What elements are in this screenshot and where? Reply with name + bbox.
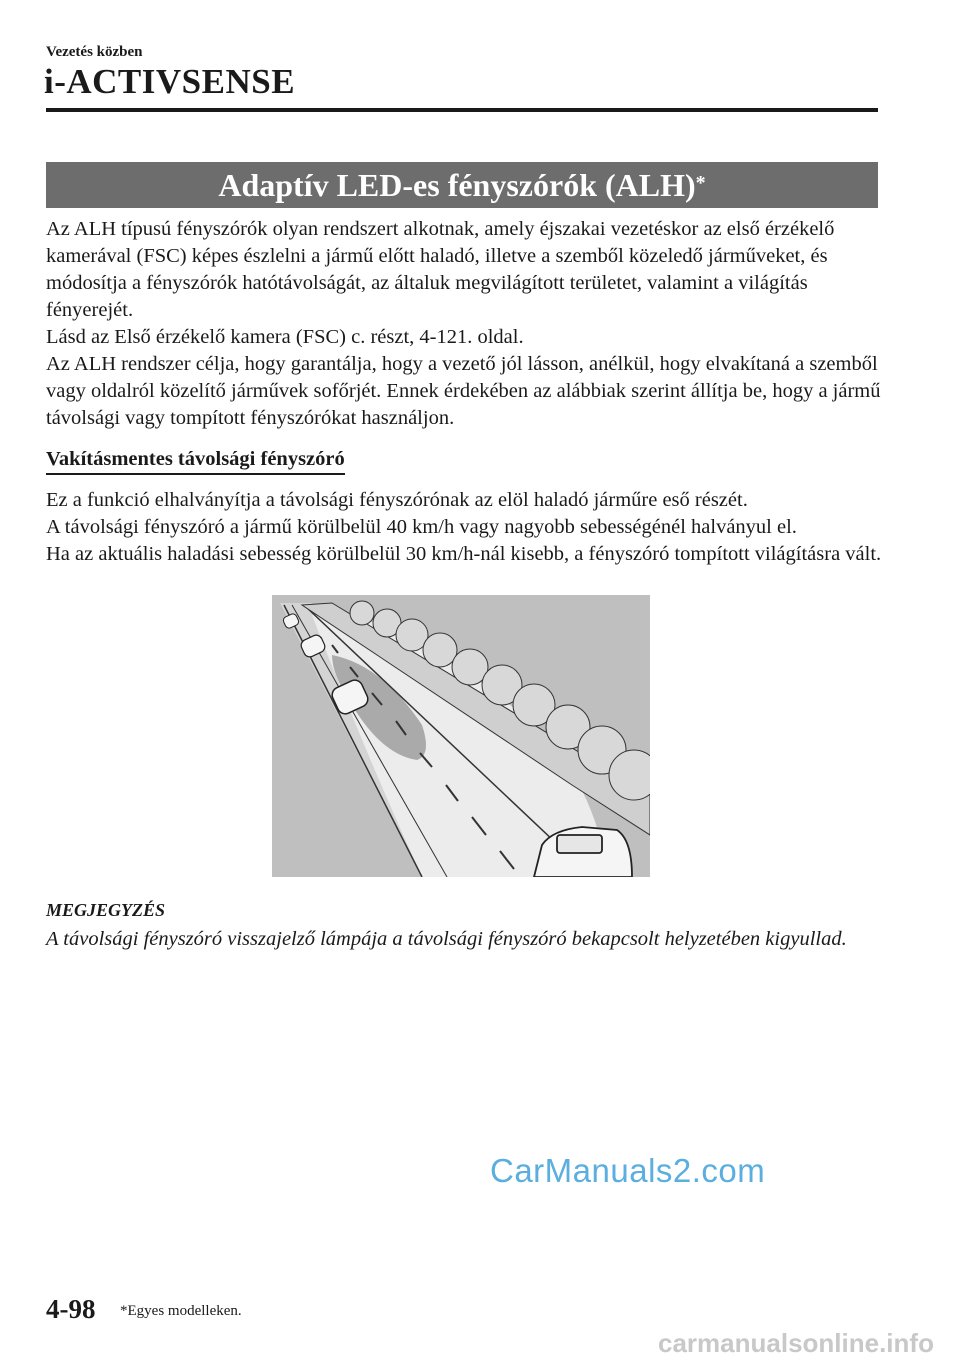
note-text: A távolsági fényszóró visszajelző lámpája a távolsági fényszóró bekapcsolt helyzetében kigyullad. xyxy=(46,928,847,950)
intro-text xyxy=(46,216,886,432)
watermark-primary[interactable]: CarManuals2.com xyxy=(490,1152,766,1189)
headlight-illustration xyxy=(272,595,650,877)
footnote: *Egyes modelleken. xyxy=(120,1303,242,1319)
page-title: Adaptív LED-es fényszórók (ALH) xyxy=(218,166,696,203)
intro-paragraph: Az ALH típusú fényszórók olyan rendszert alkotnak, amely éjszakai vezetéskor az első érzékelő kamerával (FSC) képes észlelni a jármű előtt haladó, illetve a szemből közeledő járműveket, és módosítja a fényszórók hatótávolságát, az általuk megvilágított területet, valamint a világítás fényerejét. xyxy=(46,218,835,321)
intro-paragraph: Az ALH rendszer célja, hogy garantálja, hogy a vezető jól lásson, anélkül, hogy elvakítaná a szemből vagy oldalról közelítő járművek sofőrjét. Ennek érdekében az alábbiak szerint állítja be, hogy a jármű távolsági vagy tompított fényszórókat használjon. xyxy=(46,353,881,429)
body-paragraph: A távolsági fényszóró a jármű körülbelül 40 km/h vagy nagyobb sebességénél halványul el. xyxy=(46,516,797,538)
note-heading: MEGJEGYZÉS xyxy=(46,900,166,920)
body-paragraph: Ez a funkció elhalványítja a távolsági fényszórónak az elöl haladó járműre eső részét. xyxy=(46,489,748,511)
title-marker: * xyxy=(695,171,706,194)
watermark-secondary[interactable]: carmanualsonline.info xyxy=(658,1328,934,1358)
chapter-title: i-ACTIVSENSE xyxy=(44,62,296,101)
page-number: 4-98 xyxy=(46,1294,96,1324)
body-text xyxy=(46,487,886,568)
title-banner xyxy=(46,162,878,208)
header-rule xyxy=(46,108,878,112)
intro-reference: Lásd az Első érzékelő kamera (FSC) c. részt, 4-121. oldal. xyxy=(46,326,524,348)
header-section-label: Vezetés közben xyxy=(46,44,143,60)
subheading: Vakításmentes távolsági fényszóró xyxy=(46,446,345,475)
body-paragraph: Ha az aktuális haladási sebesség körülbelül 30 km/h-nál kisebb, a fényszóró tompított világításra vált. xyxy=(46,543,882,565)
